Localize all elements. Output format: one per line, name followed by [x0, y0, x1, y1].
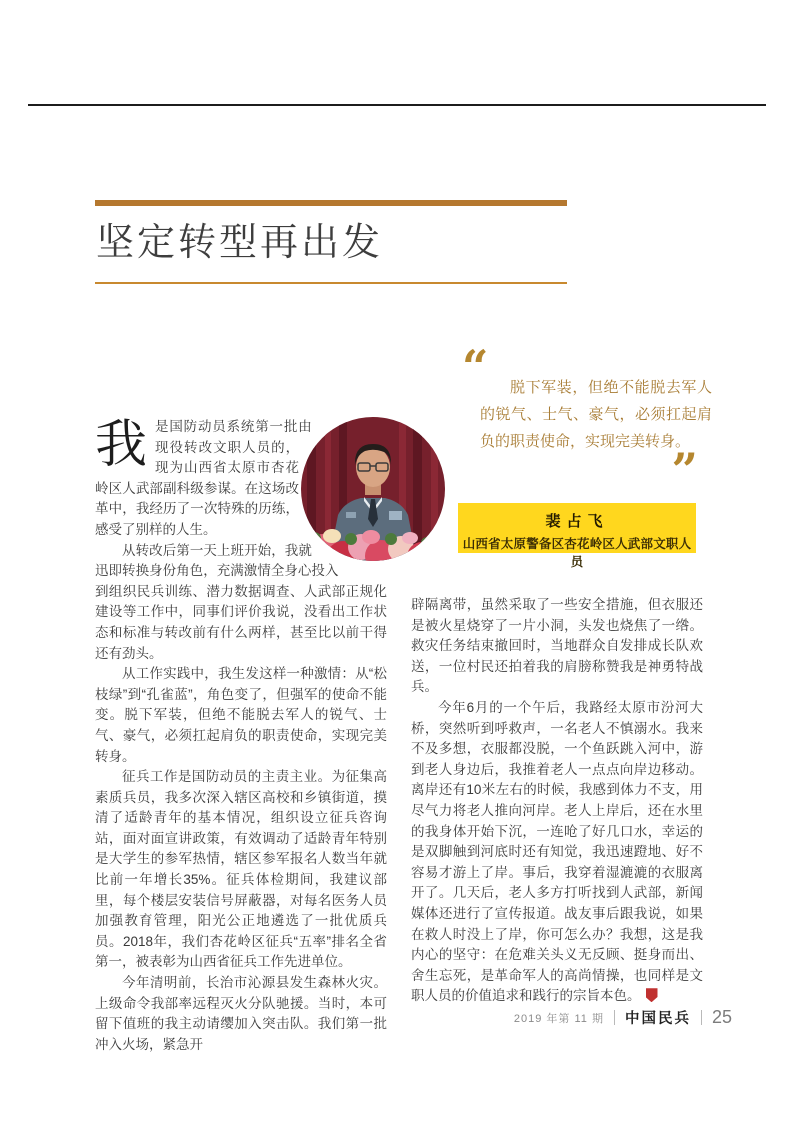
- author-title: 山西省太原警备区杏花岭区人武部文职人员: [462, 537, 692, 569]
- title-rule-thin: [95, 282, 567, 284]
- author-name: 裴占飞: [545, 513, 609, 530]
- quote-open-icon: “: [462, 340, 489, 394]
- article-header: [95, 200, 567, 284]
- footer-issue: 2019 年第 11 期: [513, 1012, 604, 1025]
- portrait-illustration: [301, 417, 445, 561]
- profile-photo: [301, 417, 445, 561]
- footer-divider: [701, 1010, 702, 1025]
- byline-band: [458, 503, 696, 569]
- article-column-right: [411, 595, 703, 1035]
- article-paragraph: 今年6月的一个午后，我路经太原市汾河大桥，突然听到呼救声，一名老人不慎溺水。我来不及多想，衣服都没脱，一个鱼跃跳入河中，游到老人身边后，我推着老人一点点向岸边移动。离岸还有10米左右的时候，我感到体力不支，用尽气力将老人推向河岸。老人上岸后，还在水里的我身体开始下沉，一连呛了好几口水，幸运的是双脚触到河底时还有知觉，我迅速蹬地、好不容易才游上了岸。事后，我穿着湿漉漉的衣服离开了。几天后，老人多方打听找到人武部，新闻媒体还进行了宣传报道。战友事后跟我说，如果在救人时没上了岸，你可怎么办？我想，这是我内心的坚守：在危难关头义无反顾、挺身而出、舍生忘死，是革命军人的高尚情操，也同样是文职人员的价值追求和践行的宗旨本色。★: [411, 698, 703, 1007]
- pull-quote-text: 脱下军装，但绝不能脱去军人的锐气、士气、豪气，必须扛起肩负的职责使命，实现完美转身。: [480, 379, 712, 450]
- footer-magazine-name: 中国民兵: [624, 1011, 691, 1027]
- footer-divider: [614, 1010, 615, 1025]
- article-paragraph: 今年清明前，长治市沁源县发生森林火灾。上级命令我部率远程灭火分队驰援。当时，本可留下值班的我主动请缨加入突击队。我们第一批冲入火场，紧急开: [95, 975, 387, 1052]
- article-paragraph: 我是国防动员系统第一批由现役转改文职人员的，现为山西省太原市杏花岭区人武部副科级参谋。在这场改革中，我经历了一次特殊的历练，感受了别样的人生。: [95, 416, 312, 537]
- pull-quote: [458, 340, 712, 497]
- page-footer: [514, 1007, 732, 1028]
- article-paragraph: 征兵工作是国防动员的主责主业。为征集高素质兵员，我多次深入辖区高校和乡镇街道，摸清了适龄青年的基本情况，组织设立征兵咨询站，面对面宣讲政策，有效调动了适龄青年特别是大学生的参军热情，辖区参军报名人数当年就比前一年增长35%。征兵体检期间，我建议部里，每个楼层安装信号屏蔽器，对每名医务人员加强教育管理，阳光公正地遴选了一批优质兵员。2018年，我们杏花岭区征兵“五率”排名全省第一，被表彰为山西省征兵工作先进单位。: [95, 769, 387, 970]
- article-paragraph: 从转改后第一天上班开始，我就迅即转换身份角色，充满激情全身心投入到组织民兵训练、潜力数据调查、人武部正规化建设等工作中，同事们评价我说，没看出工作状态和标准与转改前有什么两样，甚至比以前干得还有劲头。: [95, 542, 387, 661]
- footer-page-number: 25: [711, 1007, 732, 1027]
- article-end-mark-icon: [646, 988, 658, 1002]
- article-paragraph: 从工作实践中，我生发这样一种激情：从“松枝绿”到“孔雀蓝”，角色变了，但强军的使命不能变。脱下军装，但绝不能脱去军人的锐气、士气、豪气，必须扛起肩负的职责使命，实现完美转身。: [95, 666, 387, 764]
- title-rule-thick: [95, 200, 567, 206]
- article-paragraph: 辟隔离带，虽然采取了一些安全措施，但衣服还是被火星烧穿了一片小洞，头发也烧焦了一绺。救灾任务结束撤回时，当地群众自发排成长队欢送，一位村民还拍着我的肩膀称赞我是神勇特战兵。: [411, 597, 703, 695]
- page-title: 坚定转型再出发: [96, 222, 384, 264]
- page-top-rule: [28, 104, 766, 106]
- quote-close-icon: ”: [671, 443, 698, 497]
- drop-cap: 我: [95, 416, 148, 474]
